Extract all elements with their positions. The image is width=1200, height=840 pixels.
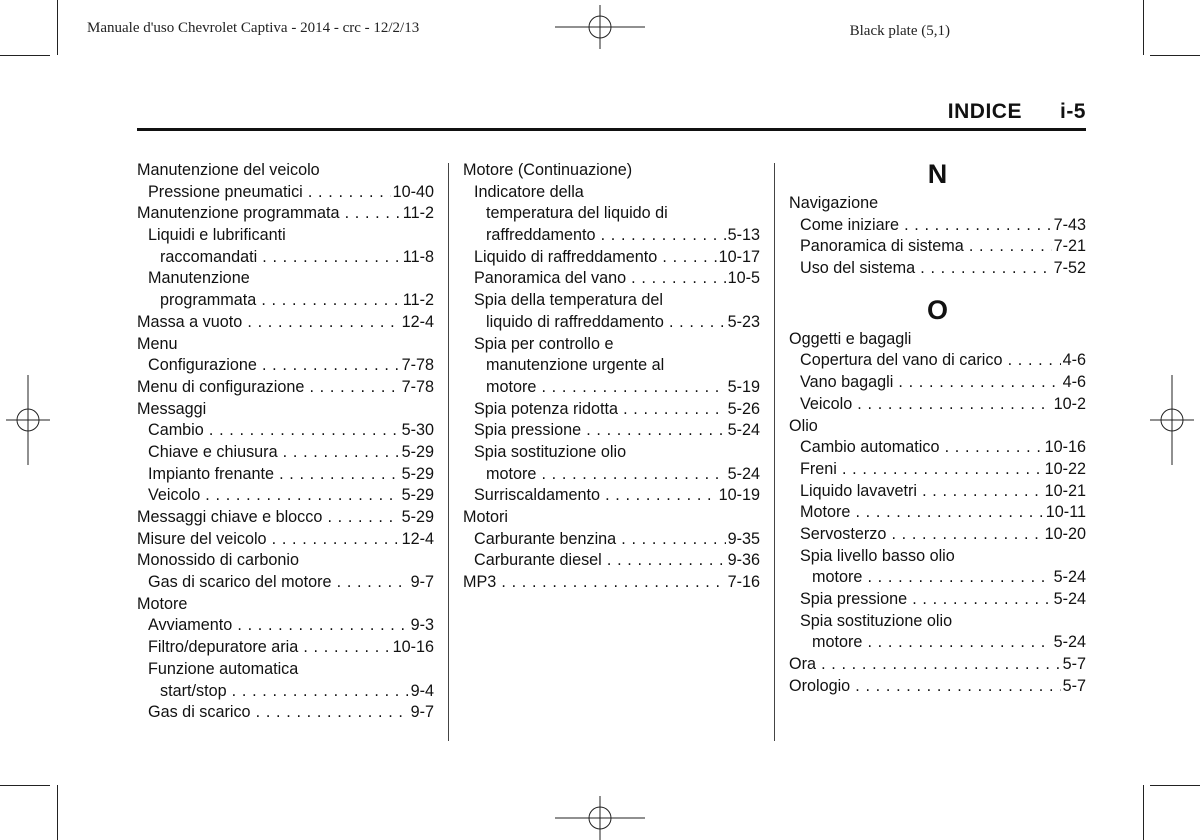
index-entry [137, 594, 434, 616]
index-entry-page: 7-21 [1052, 236, 1086, 258]
index-entry-text: start/stop . . . [160, 682, 434, 700]
index-entry-text: motore . . . [486, 465, 760, 483]
index-entry [463, 247, 760, 269]
registration-mark-top [555, 5, 645, 49]
index-entry [789, 546, 1086, 568]
index-entry [463, 550, 760, 572]
index-entry [789, 236, 1086, 258]
index-entry [137, 464, 434, 486]
index-entry-text: Motore . . . [800, 503, 1086, 521]
index-entry-text: Oggetti e bagagli [789, 329, 912, 348]
section-letter-n: N [927, 159, 948, 189]
index-entry-text: Come iniziare . . . [800, 216, 1086, 234]
index-entry [137, 420, 434, 442]
index-entry [463, 290, 760, 312]
index-entry-text: Vano bagagli . . . [800, 373, 1086, 391]
index-entry-text: Gas di scarico . . . [148, 703, 434, 721]
index-entry-text: Configurazione . . . [148, 356, 434, 374]
index-entry-page: 11-2 [401, 290, 434, 312]
index-entry-page: 4-6 [1061, 350, 1086, 372]
index-entry [463, 268, 760, 290]
print-header-right: Black plate (5,1) [849, 23, 950, 39]
index-entry-page: 5-29 [400, 485, 434, 507]
index-entry [137, 702, 434, 724]
index-entry-text: Liquidi e lubrificanti [148, 226, 286, 245]
index-entry-text: Messaggi [137, 399, 207, 418]
index-entry-text: Misure del veicolo . . . [137, 530, 434, 548]
index-entry [463, 507, 760, 529]
index-entry-page: 5-13 [726, 225, 760, 247]
page-title [137, 101, 1086, 131]
index-entry [789, 215, 1086, 237]
registration-mark-left [6, 375, 50, 465]
index-entry-page: 7-78 [400, 355, 434, 377]
index-entry-page: 9-3 [409, 615, 434, 637]
index-entry-page: 7-43 [1052, 215, 1086, 237]
index-entry [137, 290, 434, 312]
index-entry-text: Spia sostituzione olio [474, 442, 627, 461]
index-entry [789, 611, 1086, 633]
index-entry-page: 5-29 [400, 464, 434, 486]
index-entry [789, 654, 1086, 676]
index-entry [137, 355, 434, 377]
index-entry-text: motore . . . [812, 633, 1086, 651]
index-entry [137, 681, 434, 703]
index-entry-text: Olio [789, 416, 818, 435]
index-entry-text: Monossido di carbonio [137, 551, 299, 570]
index-entry-text: Motori [463, 508, 508, 526]
index-entry-page: 10-40 [391, 182, 434, 204]
crop-mark [1150, 55, 1200, 56]
index-entry-text: Chiave e chiusura . . . [148, 443, 434, 461]
index-entry [789, 676, 1086, 698]
crop-mark [57, 785, 58, 840]
index-entry [789, 481, 1086, 503]
index-entry-text: Orologio . . . [789, 677, 1086, 695]
index-entry-text: Panoramica di sistema . . . [800, 237, 1086, 255]
index-entry-text: Surriscaldamento . . . [474, 486, 760, 504]
index-entry [463, 529, 760, 551]
index-entry-page: 5-30 [400, 420, 434, 442]
crop-mark [1143, 785, 1144, 840]
index-entry-text: manutenzione urgente al [486, 356, 665, 375]
section-title: INDICE [947, 100, 1022, 123]
index-entry-page: 10-19 [717, 485, 760, 507]
index-entry [789, 524, 1086, 546]
crop-mark [57, 0, 58, 55]
index-entry [137, 529, 434, 551]
index-entry-text: Copertura del vano di carico . . . [800, 351, 1086, 369]
index-entry-text: Massa a vuoto . . . [137, 313, 434, 331]
index-entry [789, 258, 1086, 280]
page-number: i-5 [1059, 100, 1086, 123]
index-entry [137, 659, 434, 681]
index-entry [789, 416, 1086, 438]
index-entry-text: motore . . . [486, 378, 760, 396]
index-entry [463, 334, 760, 356]
index-entry [137, 485, 434, 507]
index-entry-text: Motore [137, 594, 188, 613]
crop-mark [1150, 785, 1200, 786]
index-entry-text: MP3 . . . [463, 573, 760, 591]
index-entry [789, 394, 1086, 416]
index-entry-text: Pressione pneumatici . . . [148, 183, 434, 201]
index-entry-text: Carburante diesel . . . [474, 551, 760, 569]
index-entry-text: Spia pressione . . . [800, 590, 1086, 608]
index-entry-page: 11-2 [401, 203, 434, 225]
index-entry [789, 502, 1086, 524]
index-entry-text: Manutenzione [148, 269, 250, 288]
section-letter-o: O [926, 294, 948, 325]
index-entry-page: 9-7 [409, 702, 434, 724]
index-entry-page: 12-4 [400, 312, 434, 334]
index-entry-page: 5-29 [400, 442, 434, 464]
index-entry-text: Veicolo . . . [800, 395, 1086, 413]
index-entry-text: Indicatore della [474, 182, 584, 201]
index-entry-text: Cambio automatico . . . [800, 438, 1086, 456]
column-divider [774, 163, 775, 741]
index-entry-page: 10-16 [1043, 437, 1086, 459]
index-entry-page: 10-22 [1043, 459, 1086, 481]
index-entry-page: 10-2 [1052, 394, 1086, 416]
index-entry-text: motore . . . [812, 568, 1086, 586]
index-entry [463, 485, 760, 507]
index-entry-page: 12-4 [400, 529, 434, 551]
index-entry [137, 182, 434, 204]
index-entry [463, 225, 760, 247]
index-entry-page: 9-36 [726, 550, 760, 572]
index-entry-text: Menu di configurazione . . . [137, 378, 434, 396]
index-entry [463, 182, 760, 204]
index-entry-page: 5-24 [1052, 589, 1086, 611]
index-entry-text: Servosterzo . . . [800, 525, 1086, 543]
index-entry [137, 399, 434, 421]
index-entry-page: 9-35 [726, 529, 760, 551]
index-entry-text: raffreddamento . . . [486, 226, 760, 244]
index-entry [789, 437, 1086, 459]
index-entry-text: temperatura del liquido di [486, 204, 668, 223]
crop-mark [0, 55, 50, 56]
index-entry-text: Impianto frenante . . . [148, 465, 434, 483]
index-entry [137, 225, 434, 247]
index-entry-text: liquido di raffreddamento . . . [486, 313, 760, 331]
index-entry [137, 247, 434, 269]
index-entry [463, 420, 760, 442]
index-entry [137, 637, 434, 659]
crop-mark [0, 785, 50, 786]
index-entry [137, 312, 434, 334]
index-entry [137, 507, 434, 529]
index-entry-page: 5-7 [1061, 654, 1086, 676]
index-entry [463, 399, 760, 421]
index-entry [463, 464, 760, 486]
index-entry-page: 10-20 [1043, 524, 1086, 546]
column-divider [448, 163, 449, 741]
index-entry-text: Manutenzione programmata . . . [137, 204, 434, 222]
index-entry [463, 442, 760, 464]
index-entry [137, 160, 434, 182]
index-entry-text: Liquido lavavetri . . . [800, 482, 1086, 500]
index-column-1 [137, 160, 434, 724]
index-entry-page: 7-52 [1052, 258, 1086, 280]
index-entry-page: 5-24 [726, 420, 760, 442]
index-entry-page: 9-7 [409, 572, 434, 594]
registration-mark-bottom [555, 796, 645, 840]
index-entry-page: 10-16 [391, 637, 434, 659]
index-entry-page: 7-78 [400, 377, 434, 399]
index-entry [789, 567, 1086, 589]
index-group-n [789, 193, 1086, 280]
index-entry [789, 632, 1086, 654]
index-entry-text: Messaggi chiave e blocco . . . [137, 508, 434, 526]
index-entry-text: Spia della temperatura del [474, 291, 663, 310]
index-entry [463, 203, 760, 225]
index-entry-page: 5-29 [400, 507, 434, 529]
index-entry [463, 160, 760, 182]
index-entry [137, 550, 434, 572]
index-entry [137, 334, 434, 356]
index-entry-text: Menu [137, 334, 178, 353]
index-entry-text: Gas di scarico del motore . . . [148, 573, 434, 591]
index-entry [789, 329, 1086, 351]
index-entry-text: Freni . . . [800, 460, 1086, 478]
index-entry-page: 5-26 [726, 399, 760, 421]
index-entry-page: 5-24 [1052, 632, 1086, 654]
index-entry-text: Spia per controllo e [474, 334, 614, 353]
index-group-o [789, 329, 1086, 698]
index-entry [789, 350, 1086, 372]
index-entry-text: Motore (Continuazione) [463, 161, 633, 179]
index-entry-page: 10-17 [717, 247, 760, 269]
index-entry [789, 193, 1086, 215]
index-entry [789, 459, 1086, 481]
index-entry-text: Filtro/depuratore aria . . . [148, 638, 434, 656]
index-entry-text: Spia livello basso olio [800, 546, 955, 565]
index-entry [137, 268, 434, 290]
index-entry-text: Manutenzione del veicolo [137, 161, 320, 179]
index-entry [463, 377, 760, 399]
index-entry-text: Uso del sistema . . . [800, 259, 1086, 277]
index-column-2 [463, 160, 760, 594]
index-entry [137, 615, 434, 637]
index-entry-page: 4-6 [1061, 372, 1086, 394]
index-entry-text: programmata . . . [160, 291, 434, 309]
crop-mark [1143, 0, 1144, 55]
index-entry-text: Carburante benzina . . . [474, 530, 760, 548]
index-entry-text: raccomandati . . . [160, 248, 434, 266]
index-entry [463, 355, 760, 377]
index-entry-page: 5-24 [1052, 567, 1086, 589]
index-entry-text: Ora . . . [789, 655, 1086, 673]
index-entry [789, 372, 1086, 394]
index-entry [137, 572, 434, 594]
index-entry-page: 5-24 [726, 464, 760, 486]
index-entry-text: Veicolo . . . [148, 486, 434, 504]
registration-mark-right [1150, 375, 1194, 465]
index-entry-page: 10-5 [726, 268, 760, 290]
index-entry-text: Spia potenza ridotta . . . [474, 400, 760, 418]
index-entry-text: Navigazione [789, 194, 879, 212]
index-entry [137, 203, 434, 225]
index-entry-text: Panoramica del vano . . . [474, 269, 760, 287]
index-entry-page: 7-16 [726, 572, 760, 594]
index-entry-page: 5-19 [726, 377, 760, 399]
index-entry-page: 10-11 [1044, 502, 1086, 524]
index-entry-text: Spia sostituzione olio [800, 611, 953, 630]
index-entry [789, 589, 1086, 611]
index-entry-page: 10-21 [1043, 481, 1086, 503]
index-entry-page: 9-4 [409, 681, 434, 703]
index-column-3 [789, 155, 1086, 697]
index-entry-text: Funzione automatica [148, 659, 299, 678]
index-entry-page: 11-8 [401, 247, 434, 269]
index-entry [463, 312, 760, 334]
index-entry-text: Avviamento . . . [148, 616, 434, 634]
print-header-left: Manuale d'uso Chevrolet Captiva - 2014 - crc - 12/2/13 [87, 20, 420, 36]
index-entry-text: Spia pressione . . . [474, 421, 760, 439]
index-entry-text: Cambio . . . [148, 421, 434, 439]
index-entry-page: 5-23 [726, 312, 760, 334]
index-entry-text: Liquido di raffreddamento . . . [474, 248, 760, 266]
index-entry-page: 5-7 [1061, 676, 1086, 698]
index-entry [137, 377, 434, 399]
index-entry [463, 572, 760, 594]
index-entry [137, 442, 434, 464]
title-rule [137, 128, 1086, 131]
